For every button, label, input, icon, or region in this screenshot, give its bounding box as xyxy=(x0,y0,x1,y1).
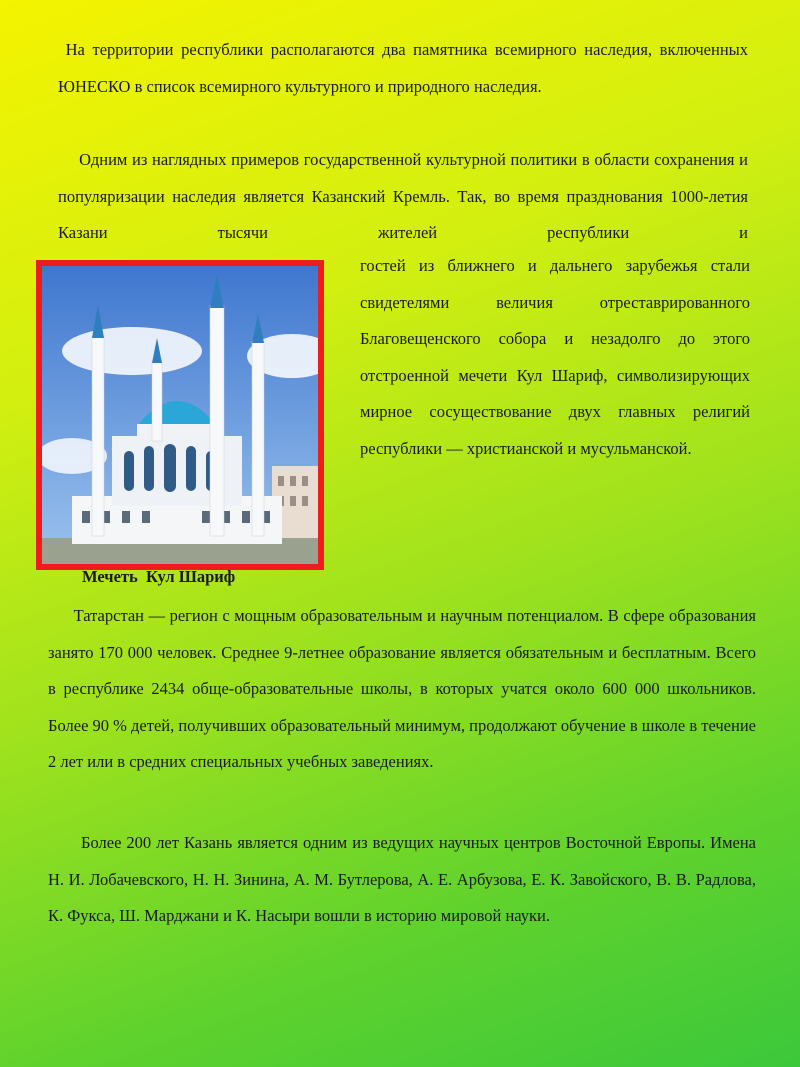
paragraph-science: Более 200 лет Казань является одним из ведущих научных центров Восточной Европы. Имена Н. И. Лобачевского, Н. Н. Зинина, А. М. Бутлерова, А. Е. Арбузова, Е. К. Завойского, В. В. Радлова, К. Фукса, Ш. Марджани и К. Насыри вошли в историю мировой науки. xyxy=(48,833,756,926)
paragraph-education: Татарстан — регион с мощным образовательным и научным потенциалом. В сфере образования занято 170 000 человек. Среднее 9-летнее образование является обязательным и бесплатным. Всего в республике 2434 обще-образовательные школы, в которых учатся около 600 000 школьников. Более 90 % детей, получивших образовательный минимум, продолжают обучение в школе в течение 2 лет или в средних специальных учебных заведениях. xyxy=(48,606,757,772)
mosque-image xyxy=(42,266,318,564)
photo-caption: Мечеть Кул Шариф xyxy=(82,567,236,586)
paragraph-mosque: гостей из ближнего и дальнего зарубежья стали свидетелями величия отреставрированного Благовещенского собора и незадолго до этого отстроенной мечети Кул Шариф, символизирующих мирное сосуществование двух главных религий республики — христианской и мусульманской. xyxy=(360,256,750,458)
paragraph-kremlin: Одним из наглядных примеров государственной культурной политики в области сохранения и популяризации наследия является Казанский Кремль. Так, во время празднования 1000-летия Казани тысячи жителей республики и xyxy=(58,150,748,243)
mosque-photo xyxy=(36,260,324,570)
paragraph-unesco: На территории республики располагаются два памятника всемирного наследия, включенных ЮНЕСКО в список всемирного культурного и природного наследия. xyxy=(58,40,749,96)
